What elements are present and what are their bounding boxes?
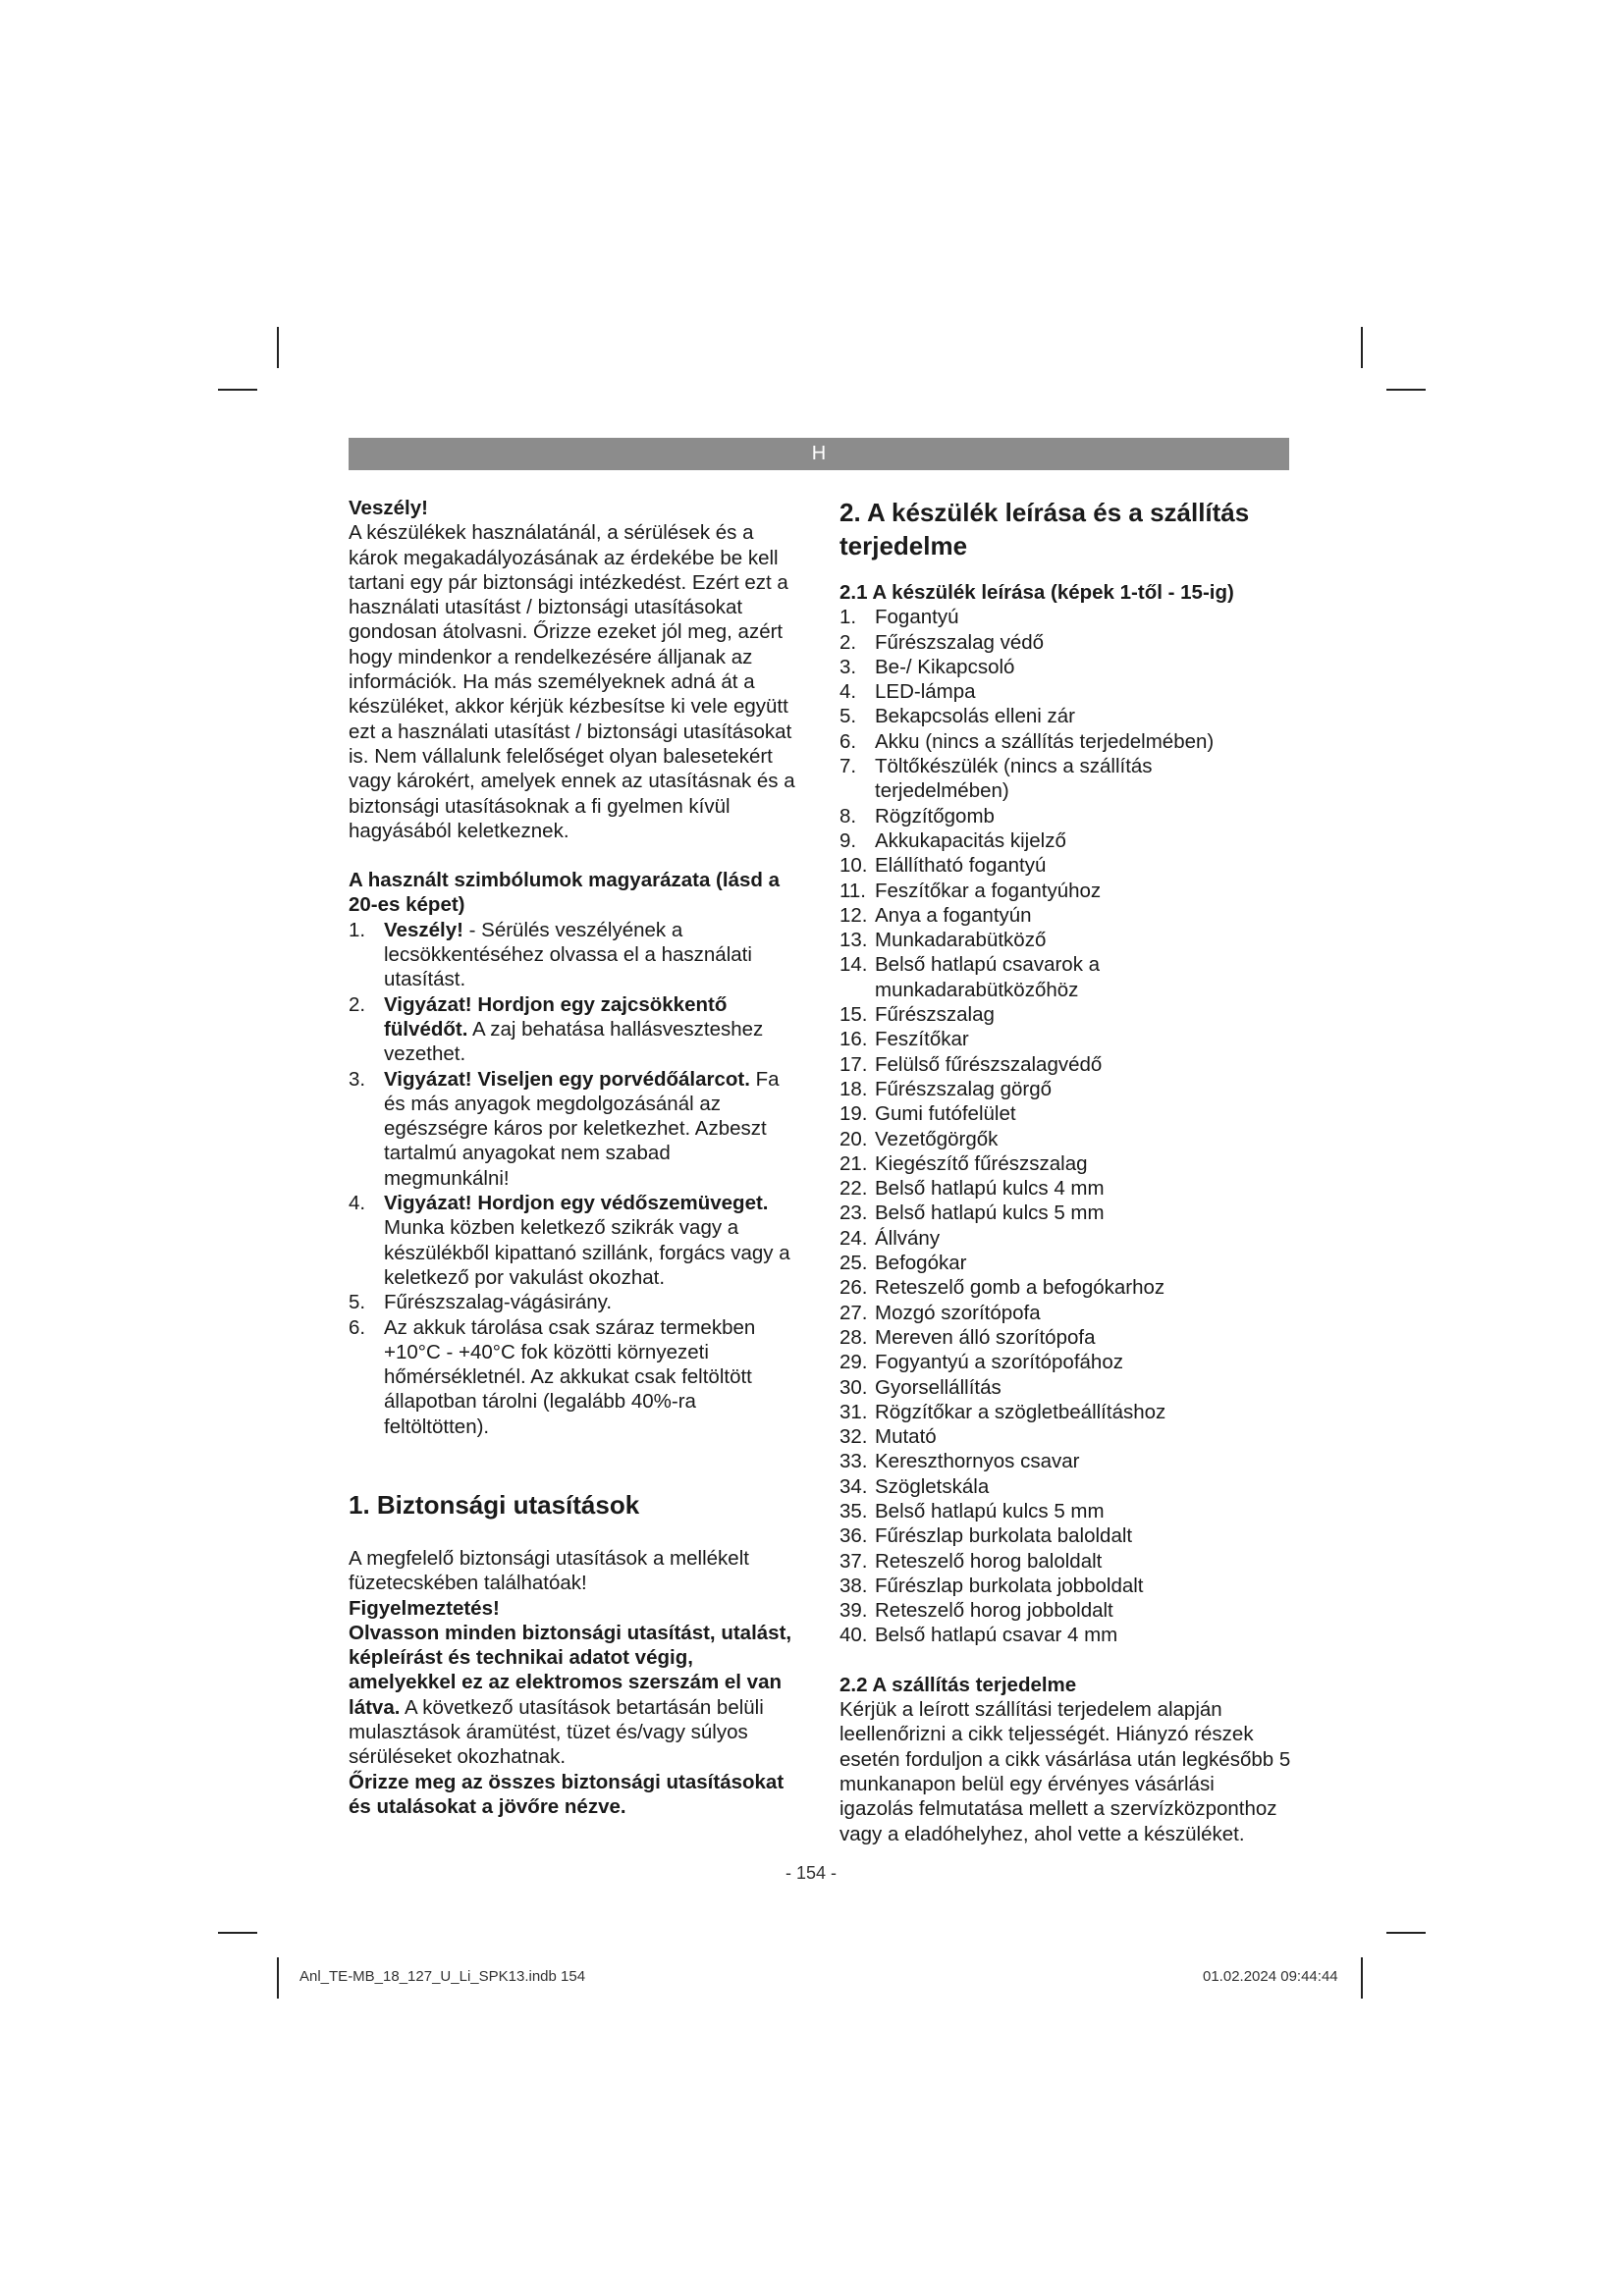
part-label: Feszítőkar a fogantyúhoz (875, 879, 1102, 902)
part-label: Gumi futófelület (875, 1102, 1016, 1126)
part-item (839, 754, 1291, 804)
symbol-bold-text: Vigyázat! Hordjon egy zajcsökkentő fülvédőt. (384, 992, 728, 1041)
part-item (839, 1400, 1291, 1424)
part-label: Rögzítőgomb (875, 804, 995, 828)
symbol-bold-text: Vigyázat! Viseljen egy porvédőálarcot. (384, 1067, 750, 1091)
part-item (839, 655, 1291, 679)
part-item (839, 1151, 1291, 1176)
part-label: Reteszelő horog jobboldalt (875, 1599, 1113, 1623)
part-label: Belső hatlapú kulcs 5 mm (875, 1201, 1105, 1225)
part-number: 9. (839, 828, 857, 852)
symbol-item (349, 1290, 800, 1314)
symbol-text: Az akkuk tárolása csak száraz termekben +10°C - +40°C fok közötti környezeti hőmérsékletnél. Az akkukat csak feltöltött állapotban tárolni (legalább 40%-ra feltöltötten). (384, 1315, 756, 1438)
part-item (839, 1449, 1291, 1473)
part-number: 2. (839, 630, 857, 654)
part-number: 40. (839, 1624, 868, 1647)
part-item (839, 1275, 1291, 1300)
part-label: Elállítható fogantyú (875, 854, 1047, 878)
part-label: Be-/ Kikapcsoló (875, 655, 1015, 678)
parts-list (839, 605, 1291, 1647)
part-item (839, 679, 1291, 704)
part-label: Felülső fűrészszalagvédő (875, 1052, 1103, 1076)
keep-instructions-text: Őrizze meg az összes biztonsági utasításokat és utalásokat a jövőre nézve. (349, 1770, 785, 1818)
part-item (839, 828, 1291, 853)
symbol-item (349, 918, 800, 992)
part-label: Befogókar (875, 1252, 967, 1275)
part-number: 17. (839, 1052, 868, 1076)
safety-text: A megfelelő biztonsági utasítások a mellékelt füzetecskében találhatóak! (349, 1546, 749, 1595)
part-number: 10. (839, 854, 868, 878)
part-number: 7. (839, 755, 857, 778)
part-number: 11. (839, 879, 866, 902)
warning-normal-text: A következő utasítások betartásán belüli mulasztások áramütést, tüzet és/vagy súlyos sérüléseket okozhatnak. (349, 1695, 764, 1769)
part-number: 8. (839, 804, 857, 828)
symbol-number: 4. (349, 1192, 366, 1215)
warning-paragraph (349, 1621, 800, 1770)
part-item (839, 879, 1291, 903)
part-label: Fűrészszalag védő (875, 630, 1045, 654)
crop-mark (1361, 327, 1363, 368)
part-number: 13. (839, 929, 868, 952)
part-label: Belső hatlapú kulcs 4 mm (875, 1177, 1105, 1201)
part-item (839, 704, 1291, 728)
part-label: Vezetőgörgők (875, 1127, 999, 1150)
crop-mark (218, 1932, 257, 1934)
part-label: Bekapcsolás elleni zár (875, 705, 1075, 728)
left-column (349, 496, 800, 1819)
crop-mark (1386, 1932, 1426, 1934)
delivery-scope-title: 2.2 A szállítás terjedelme (839, 1673, 1077, 1696)
symbols-title: A használt szimbólumok magyarázata (lásd a 20-es képet) (349, 869, 780, 917)
part-item (839, 1523, 1291, 1548)
part-item (839, 1549, 1291, 1574)
safety-section-title: 1. Biztonsági utasítások (349, 1489, 640, 1520)
part-item (839, 903, 1291, 928)
footer-timestamp: 01.02.2024 09:44:44 (1203, 1968, 1338, 1985)
symbol-item (349, 1315, 800, 1439)
part-label: Kereszthornyos csavar (875, 1450, 1080, 1473)
symbol-text: - Sérülés veszélyének a lecsökkentéséhez olvassa el a használati utasítást. (384, 918, 752, 991)
delivery-scope-text: Kérjük a leírott szállítási terjedelem alapján leellenőrizni a cikk teljességét. Hiányzó részek esetén forduljon a cikk vásárlása után legkésőbb 5 munkanapon belül egy érvényes vásárlási igazolás felmutatása mellett a szervízközponthoz vagy a eladóhelyhez, ahol vette a készüléket. (839, 1698, 1291, 1845)
part-number: 6. (839, 729, 857, 753)
part-number: 31. (839, 1400, 868, 1423)
symbol-number: 6. (349, 1315, 366, 1339)
part-label: Szögletskála (875, 1474, 990, 1498)
part-label: Fűrészlap burkolata jobboldalt (875, 1574, 1144, 1597)
part-label: Gyorsellállítás (875, 1375, 1001, 1399)
part-item (839, 1474, 1291, 1499)
part-label: Fűrészszalag görgő (875, 1077, 1053, 1100)
part-label: Állvány (875, 1226, 941, 1250)
symbol-bold-text: Vigyázat! Hordjon egy védőszemüveget. (384, 1192, 769, 1215)
part-item (839, 1077, 1291, 1101)
part-number: 24. (839, 1226, 868, 1250)
part-label: Fűrészszalag (875, 1003, 995, 1027)
crop-mark (218, 389, 257, 391)
symbol-item (349, 992, 800, 1067)
part-item (839, 1574, 1291, 1598)
footer-file-name: Anl_TE-MB_18_127_U_Li_SPK13.indb 154 (299, 1968, 586, 1985)
crop-mark (277, 327, 279, 368)
part-label: Belső hatlapú csavarok a munkadarabütközőhöz (875, 953, 1101, 1001)
symbol-text: Fűrészszalag-vágásirány. (384, 1291, 613, 1314)
part-number: 35. (839, 1499, 868, 1522)
part-number: 28. (839, 1325, 868, 1349)
symbol-item (349, 1067, 800, 1191)
part-item (839, 1301, 1291, 1325)
part-number: 29. (839, 1351, 868, 1374)
crop-mark (1386, 389, 1426, 391)
part-item (839, 1623, 1291, 1647)
part-item (839, 804, 1291, 828)
part-label: Anya a fogantyún (875, 903, 1032, 927)
danger-text: A készülékek használatánál, a sérülések és a károk megakadályozásának az érdekébe be kell tartani egy pár biztonsági intézkedést. Ezért ezt a használati utasítást / biztonsági utasításokat gondosan átolvasni. Őrizze ezeket jól meg, azért hogy mindenkor a rendelkezésére álljanak az információk. Ha más személyeknek adná át a készüléket, akkor kérjük kézbesítse ki vele együtt ezt a használati utasítást / biztonsági utasításokat is. Nem vállalunk felelőséget olyan balesetekért vagy károkért, amelyek ennek az utasításnak és a biztonsági utasításoknak a fi gyelmen kívül hagyásából keletkeznek. (349, 521, 795, 842)
part-number: 19. (839, 1102, 868, 1126)
part-label: Reteszelő horog baloldalt (875, 1549, 1103, 1573)
part-item (839, 1598, 1291, 1623)
part-item (839, 1226, 1291, 1251)
part-label: Reteszelő gomb a befogókarhoz (875, 1276, 1165, 1300)
part-number: 22. (839, 1177, 868, 1201)
device-description-title: 2.1 A készülék leírása (képek 1-től - 15-ig) (839, 581, 1234, 604)
part-item (839, 1251, 1291, 1275)
part-label: Töltőkészülék (nincs a szállítás terjedelmében) (875, 755, 1153, 803)
part-number: 27. (839, 1301, 868, 1324)
part-number: 3. (839, 655, 857, 678)
part-label: Fogyantyú a szorítópofához (875, 1351, 1123, 1374)
part-item (839, 1325, 1291, 1350)
part-number: 20. (839, 1127, 868, 1150)
page-number: - 154 - (785, 1863, 838, 1883)
warning-bold-text: Olvasson minden biztonsági utasítást, utalást, képleírást és technikai adatot végig, amelyekkel ez az elektromos szerszám el van látva. (349, 1621, 792, 1719)
part-item (839, 1201, 1291, 1225)
part-label: Akku (nincs a szállítás terjedelmében) (875, 729, 1215, 753)
language-header-bar (349, 438, 1289, 470)
part-label: LED-lámpa (875, 680, 976, 704)
part-number: 1. (839, 606, 857, 629)
part-item (839, 1101, 1291, 1126)
part-item (839, 605, 1291, 629)
symbol-number: 1. (349, 918, 366, 941)
part-number: 38. (839, 1574, 868, 1597)
part-item (839, 1176, 1291, 1201)
part-label: Fogantyú (875, 606, 959, 629)
part-number: 15. (839, 1003, 868, 1027)
part-number: 21. (839, 1151, 868, 1175)
symbols-list (349, 918, 800, 1439)
part-item (839, 1127, 1291, 1151)
part-number: 25. (839, 1252, 868, 1275)
part-label: Kiegészítő fűrészszalag (875, 1151, 1088, 1175)
part-number: 30. (839, 1375, 868, 1399)
part-number: 37. (839, 1549, 868, 1573)
part-label: Belső hatlapú kulcs 5 mm (875, 1499, 1105, 1522)
description-section-title: 2. A készülék leírása és a szállítás terjedelme (839, 498, 1250, 561)
symbol-bold-text: Veszély! (384, 918, 463, 941)
part-label: Belső hatlapú csavar 4 mm (875, 1624, 1118, 1647)
part-number: 26. (839, 1276, 868, 1300)
part-item (839, 1375, 1291, 1400)
part-number: 18. (839, 1077, 868, 1100)
part-item (839, 1002, 1291, 1027)
part-item (839, 1052, 1291, 1077)
part-number: 5. (839, 705, 857, 728)
part-label: Fűrészlap burkolata baloldalt (875, 1524, 1133, 1548)
part-label: Akkukapacitás kijelző (875, 828, 1066, 852)
language-code: H (811, 443, 827, 464)
part-item (839, 928, 1291, 952)
part-item (839, 729, 1291, 754)
symbol-number: 5. (349, 1291, 366, 1314)
part-label: Munkadarabütköző (875, 929, 1047, 952)
part-number: 4. (839, 680, 857, 704)
part-item (839, 1027, 1291, 1051)
part-item (839, 853, 1291, 878)
part-number: 36. (839, 1524, 868, 1548)
part-number: 16. (839, 1028, 868, 1051)
danger-title: Veszély! (349, 497, 428, 519)
part-label: Mutató (875, 1425, 937, 1449)
part-label: Mozgó szorítópofa (875, 1301, 1041, 1324)
part-item (839, 1424, 1291, 1449)
right-column (839, 496, 1291, 1846)
part-number: 12. (839, 903, 868, 927)
part-label: Rögzítőkar a szögletbeállításhoz (875, 1400, 1166, 1423)
part-number: 33. (839, 1450, 868, 1473)
part-number: 14. (839, 953, 868, 977)
crop-mark (1361, 1957, 1363, 1999)
part-number: 23. (839, 1201, 868, 1225)
symbol-text: A zaj behatása hallásveszteshez vezethet. (384, 1017, 764, 1066)
part-label: Feszítőkar (875, 1028, 969, 1051)
part-item (839, 630, 1291, 655)
symbol-item (349, 1191, 800, 1290)
part-item (839, 952, 1291, 1002)
part-item (839, 1350, 1291, 1374)
symbol-text: Munka közben keletkező szikrák vagy a készülékből kipattanó szillánk, forgács vagy a keletkező por vakulást okozhat. (384, 1216, 790, 1289)
part-number: 32. (839, 1425, 868, 1449)
part-number: 34. (839, 1474, 868, 1498)
crop-mark (277, 1957, 279, 1999)
part-number: 39. (839, 1599, 868, 1623)
symbol-number: 2. (349, 992, 366, 1016)
warning-title: Figyelmeztetés! (349, 1596, 500, 1620)
part-item (839, 1499, 1291, 1523)
symbol-number: 3. (349, 1067, 366, 1091)
symbol-text: Fa és más anyagok megdolgozásánál az egészségre káros por keletkezhet. Azbeszt tartalmú anyagokat nem szabad megmunkálni! (384, 1067, 780, 1190)
part-label: Mereven álló szorítópofa (875, 1325, 1096, 1349)
